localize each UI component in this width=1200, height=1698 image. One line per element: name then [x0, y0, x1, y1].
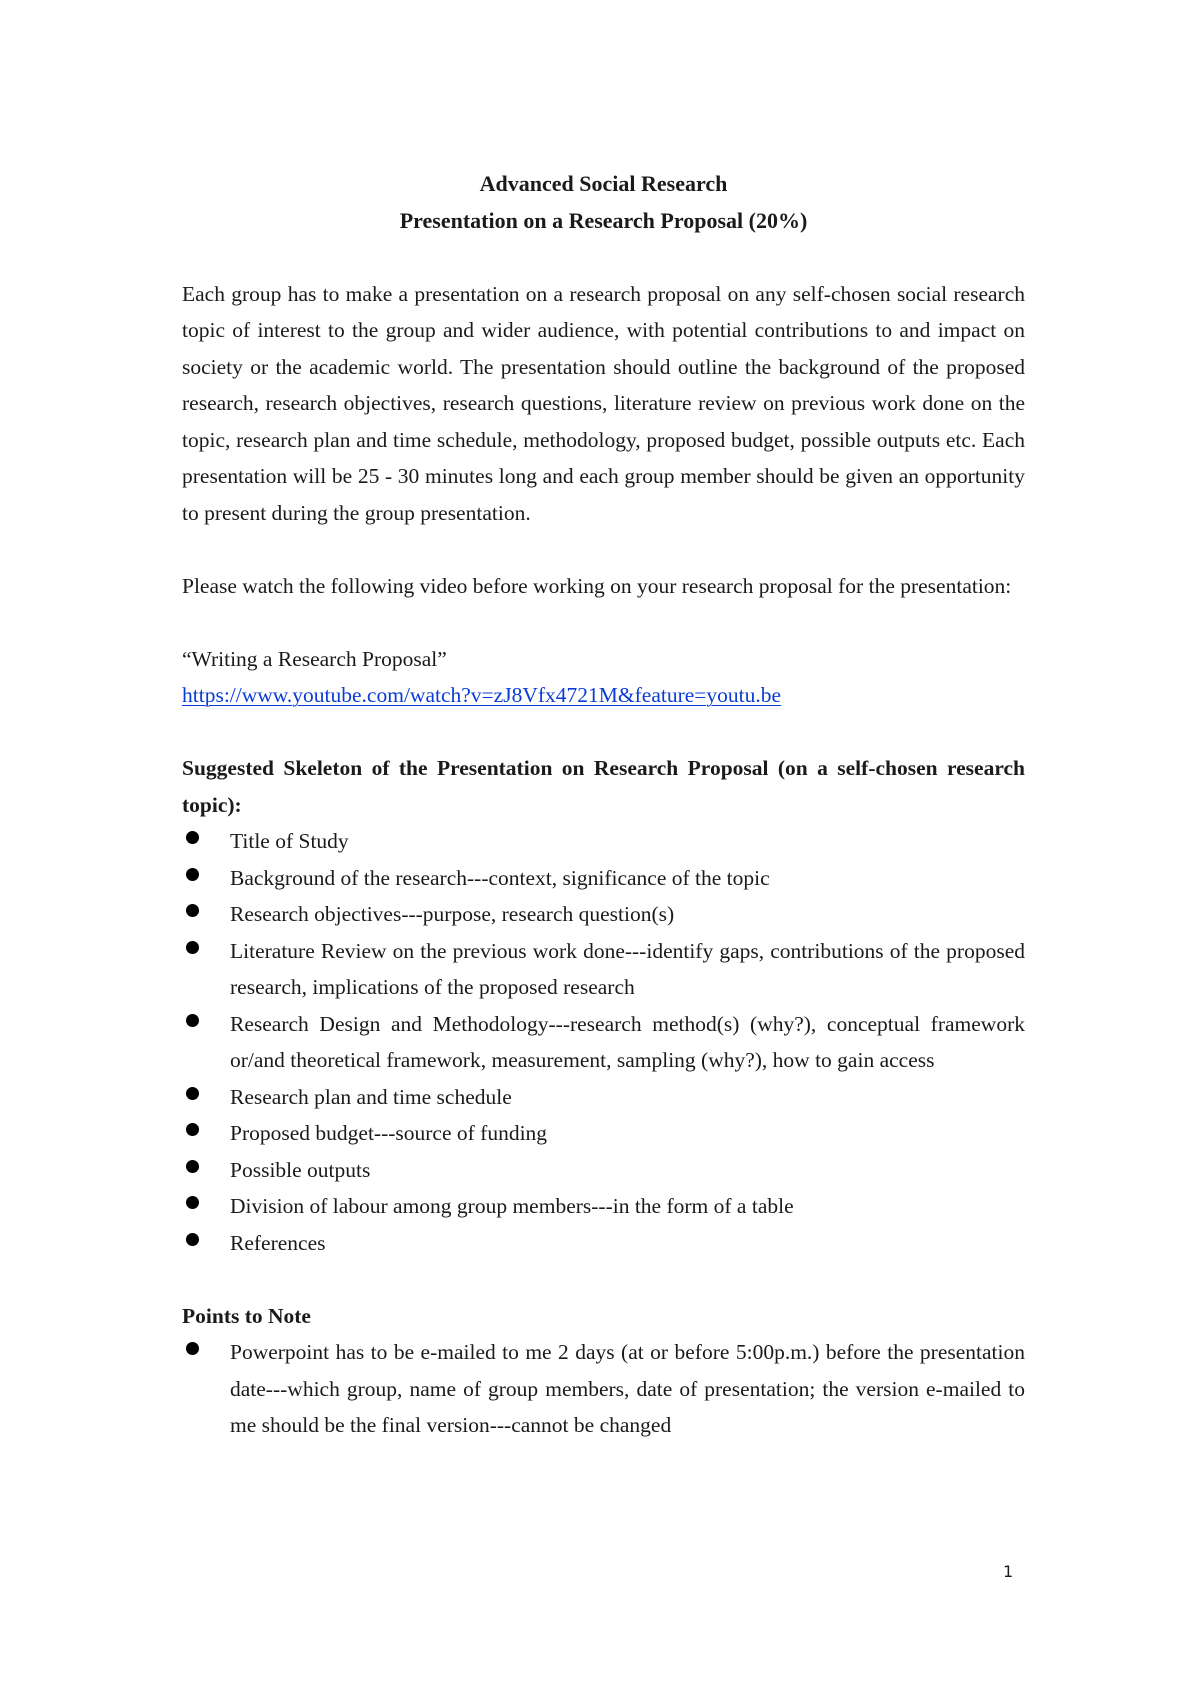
list-item-text: Research Design and Methodology---research method(s) (why?), conceptual framework or/and theoretical framework, measurement, sampling (why?), how to gain access: [230, 1011, 1025, 1072]
bullet-icon: [186, 1160, 199, 1173]
bullet-icon: [186, 831, 199, 844]
list-item: [182, 1225, 1025, 1262]
list-item-text: Background of the research---context, significance of the topic: [230, 865, 770, 890]
bullet-icon: [186, 904, 199, 917]
spacer: [182, 239, 1025, 276]
bullet-icon: [186, 1087, 199, 1100]
spacer: [182, 531, 1025, 568]
list-item: [182, 1006, 1025, 1079]
video-title: “Writing a Research Proposal”: [182, 646, 447, 671]
bullet-icon: [186, 868, 199, 881]
bullet-icon: [186, 1342, 199, 1355]
list-item-text: References: [230, 1230, 326, 1255]
list-item-text: Division of labour among group members---in the form of a table: [230, 1194, 794, 1218]
list-item: [182, 933, 1025, 1006]
bullet-icon: [186, 1196, 199, 1209]
list-item-text: Literature Review on the previous work done---identify gaps, contributions of the proposed research, implications of the proposed research: [230, 938, 1025, 999]
list-item: [182, 1188, 1025, 1225]
list-item: [182, 860, 1025, 897]
list-item: [182, 1079, 1025, 1116]
page-number: 1: [1003, 1562, 1014, 1581]
bullet-icon: [186, 1123, 199, 1136]
list-item: [182, 823, 1025, 860]
skeleton-list: [182, 823, 1025, 1261]
document-subtitle: Presentation on a Research Proposal (20%): [399, 207, 808, 233]
notes-list: [182, 1334, 1025, 1444]
document-body: [182, 166, 1025, 1444]
list-item: [182, 1152, 1025, 1189]
video-instruction: Please watch the following video before working on your research proposal for the presentation:: [182, 573, 1012, 598]
bullet-icon: [186, 941, 199, 954]
list-item: [182, 896, 1025, 933]
spacer: [182, 1261, 1025, 1298]
video-link-line: [182, 677, 1025, 714]
list-item: [182, 1115, 1025, 1152]
list-item-text: Powerpoint has to be e-mailed to me 2 days (at or before 5:00p.m.) before the presentation date---which group, name of group members, date of presentation; the version e-mailed to me should be the final version---cannot be changed: [230, 1340, 1025, 1437]
list-item-text: Possible outputs: [230, 1157, 371, 1182]
skeleton-heading: Suggested Skeleton of the Presentation on Research Proposal (on a self-chosen research topic):: [182, 756, 1025, 817]
list-item: [182, 1334, 1025, 1444]
list-item-text: Research objectives---purpose, research question(s): [230, 902, 675, 926]
spacer: [182, 604, 1025, 641]
notes-heading: Points to Note: [182, 1303, 311, 1328]
spacer: [182, 714, 1025, 751]
list-item-text: Research plan and time schedule: [230, 1084, 512, 1109]
video-link[interactable]: https://www.youtube.com/watch?v=zJ8Vfx4721M&feature=youtu.be: [182, 683, 782, 707]
bullet-icon: [186, 1233, 199, 1246]
bullet-icon: [186, 1014, 199, 1027]
list-item-text: Proposed budget---source of funding: [230, 1121, 548, 1145]
list-item-text: Title of Study: [230, 829, 349, 853]
intro-paragraph: Each group has to make a presentation on a research proposal on any self-chosen social research topic of interest to the group and wider audience, with potential contributions to and impact on society or the academic world. The presentation should outline the background of the proposed research, research objectives, research questions, literature review on previous work done on the topic, research plan and time schedule, methodology, proposed budget, possible outputs etc. Each presentation will be 25 - 30 minutes long and each group member should be given an opportunity to present during the group presentation.: [182, 281, 1025, 525]
document-title: Advanced Social Research: [479, 171, 728, 196]
